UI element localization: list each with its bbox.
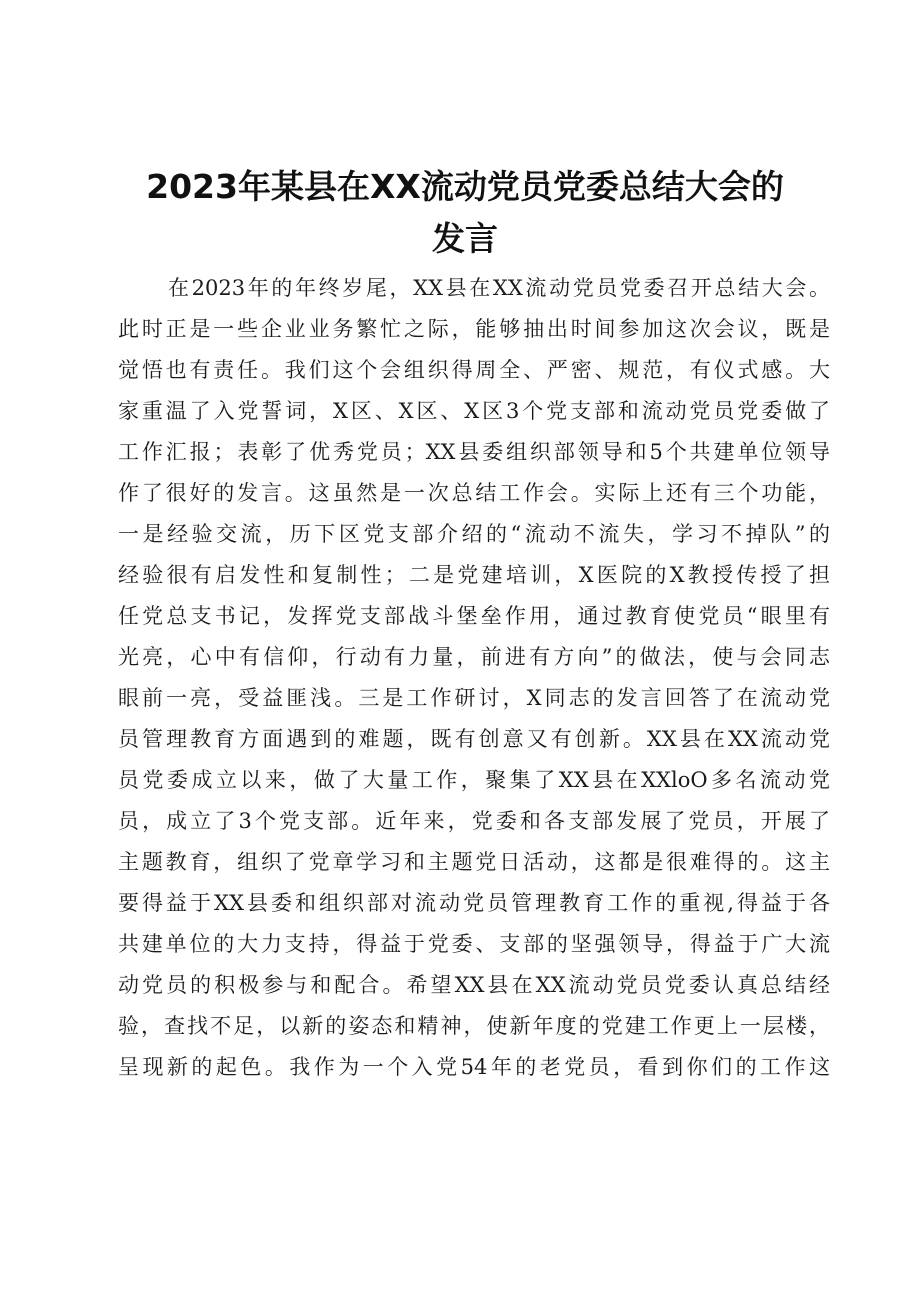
body-line: 验，查找不足，以新的姿态和精神，使新年度的党建工作更上一层楼，: [118, 1014, 830, 1038]
body-line: 作了很好的发言。这虽然是一次总结工作会。实际上还有三个功能，: [118, 481, 830, 505]
body-line: 员党委成立以来，做了大量工作，聚集了XX县在XXloO多名流动党: [118, 768, 830, 792]
body-line: 主题教育，组织了党章学习和主题党日活动，这都是很难得的。这主: [118, 850, 830, 874]
document-title-line-2: 发言: [432, 219, 498, 258]
body-line: 要得益于XX县委和组织部对流动党员管理教育工作的重视,得益于各: [118, 891, 830, 915]
body-line: 光亮，心中有信仰，行动有力量，前进有方向”的做法，使与会同志: [118, 645, 830, 669]
body-line: 觉悟也有责任。我们这个会组织得周全、严密、规范，有仪式感。大: [118, 358, 830, 382]
body-line: 员，成立了3个党支部。近年来，党委和各支部发展了党员，开展了: [118, 809, 830, 833]
body-line: 在2023年的年终岁尾，XX县在XX流动党员党委召开总结大会。: [168, 276, 830, 300]
body-line: 共建单位的大力支持，得益于党委、支部的坚强领导，得益于广大流: [118, 932, 830, 956]
body-line: 家重温了入党誓词，X区、X区、X区3个党支部和流动党员党委做了: [118, 399, 830, 423]
document-title-line-1: 2023年某县在XX流动党员党委总结大会的: [146, 167, 784, 206]
body-line: 此时正是一些企业业务繁忙之际，能够抽出时间参加这次会议，既是: [118, 317, 830, 341]
body-line: 呈现新的起色。我作为一个入党54年的老党员，看到你们的工作这: [118, 1055, 830, 1079]
body-line: 员管理教育方面遇到的难题，既有创意又有创新。XX县在XX流动党: [118, 727, 830, 751]
body-line: 经验很有启发性和复制性；二是党建培训，X医院的X教授传授了担: [118, 563, 830, 587]
document-body: [118, 268, 830, 1088]
body-line: 动党员的积极参与和配合。希望XX县在XX流动党员党委认真总结经: [118, 973, 830, 997]
body-line: 一是经验交流，历下区党支部介绍的“流动不流失，学习不掉队”的: [118, 522, 830, 546]
body-line: 眼前一亮，受益匪浅。三是工作研讨，X同志的发言回答了在流动党: [118, 686, 830, 710]
body-line: 任党总支书记，发挥党支部战斗堡垒作用，通过教育使党员“眼里有: [118, 604, 830, 628]
body-line: 工作汇报；表彰了优秀党员；XX县委组织部领导和5个共建单位领导: [118, 440, 830, 464]
